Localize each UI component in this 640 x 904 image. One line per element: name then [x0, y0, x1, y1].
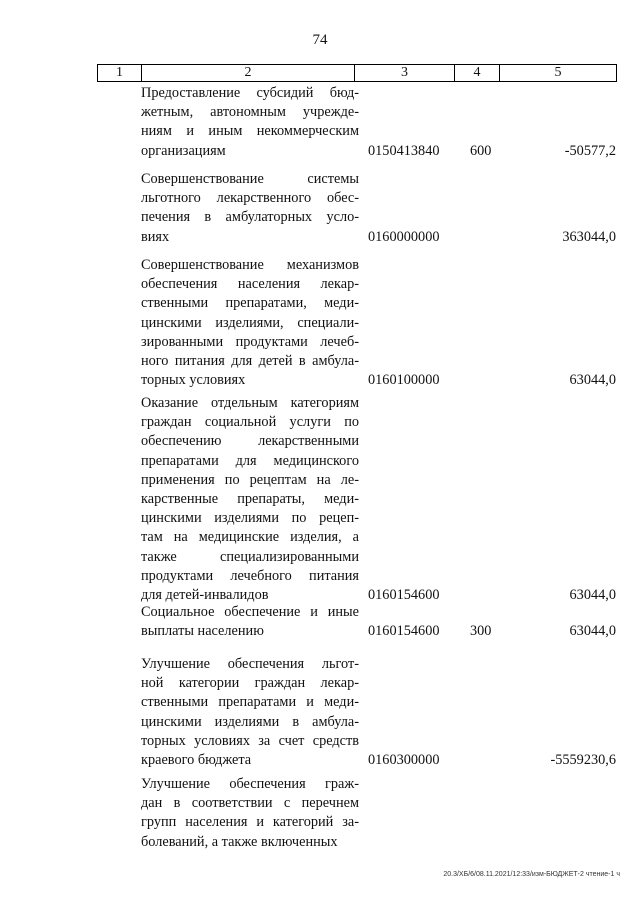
row-name-line: карственные препараты, меди- [141, 491, 359, 508]
row-name-line: Улучшение обеспечения граж- [141, 776, 359, 792]
row-name-line: препаратами для медицинского [141, 452, 359, 469]
row-group: 600 [470, 142, 492, 159]
row-name-line: Предоставление субсидий бюд- [141, 85, 359, 101]
row-name-line: цинскими изделиями, специали- [141, 314, 359, 331]
row-amount: 63044,0 [569, 623, 616, 640]
row-code: 0150413840 [368, 142, 440, 159]
table-header [97, 64, 617, 82]
row-name-line: применения по рецептам на ле- [141, 471, 359, 488]
row-code: 0160300000 [368, 752, 440, 768]
row-name-line: ного питания для детей в амбула- [141, 353, 359, 370]
row-name-line: выплаты населению [141, 623, 264, 640]
row-name-line: зированными продуктами лечеб- [141, 333, 359, 350]
row-name-line: ственными препаратами и меди- [141, 694, 359, 711]
row-name-line: болеваний, а также включенных [141, 833, 338, 850]
row-code: 0160154600 [368, 587, 440, 603]
row-amount: -5559230,6 [550, 752, 616, 768]
row-name-line: граждан социальной услуги по [141, 414, 359, 431]
row-name-line: краевого бюджета [141, 752, 252, 769]
row-amount: 363044,0 [562, 228, 616, 245]
row-amount: 63044,0 [569, 372, 616, 389]
row-name-line: льготного лекарственного обес- [141, 190, 359, 207]
row-name-line: также специализированными [141, 548, 359, 565]
header-col-2: 2 [142, 65, 355, 81]
row-name-line: организациям [141, 142, 226, 159]
row-name-line: торных условиях [141, 372, 246, 389]
row-name [141, 394, 359, 605]
row-name-line: виях [141, 228, 170, 245]
row-name-line: обеспечения населения лекар- [141, 276, 359, 293]
row-name-line: цинскими изделиями в амбула- [141, 713, 359, 730]
header-col-1: 1 [98, 65, 142, 81]
row-name [141, 84, 359, 161]
row-name-line: обеспечению лекарственными [141, 433, 359, 450]
row-name [141, 655, 359, 770]
row-name-line: ниям и иным некоммерческим [141, 123, 359, 140]
page-number: 74 [312, 32, 328, 48]
document-footer: 20.3/ХБ/6/08.11.2021/12:33/изм-БЮДЖЕТ-2 чтение-1 ч [443, 871, 620, 878]
row-name-line: печения в амбулаторных усло- [141, 209, 359, 226]
row-name-line: Социальное обеспечение и иные [141, 604, 359, 620]
row-amount: -50577,2 [564, 142, 616, 159]
row-name-line: торных условиях за счет средств [141, 732, 359, 749]
row-name-line: дан в соответствии с перечнем [141, 795, 359, 812]
row-code: 0160000000 [368, 228, 440, 245]
header-col-4: 4 [455, 65, 500, 81]
row-name-line: Оказание отдельным категориям [141, 395, 359, 411]
row-code: 0160100000 [368, 372, 440, 389]
row-name-line: ной категории граждан лекар- [141, 675, 359, 692]
header-col-5: 5 [554, 65, 562, 80]
row-name-line: там на медицинские изделия, а [141, 529, 359, 546]
row-name-line: ственными препаратами, меди- [141, 295, 359, 312]
row-name-line: для детей-инвалидов [141, 587, 269, 604]
row-group: 300 [470, 623, 492, 640]
row-code: 0160154600 [368, 623, 440, 640]
row-amount: 63044,0 [569, 587, 616, 603]
row-name-line: продуктами лечебного питания [141, 567, 359, 584]
row-name-line: цинскими изделиями по рецеп- [141, 510, 359, 527]
header-col-3: 3 [355, 65, 455, 81]
row-name [141, 603, 359, 641]
row-name [141, 775, 359, 852]
row-name [141, 256, 359, 390]
row-name [141, 170, 359, 247]
row-name-line: Совершенствование системы [141, 171, 359, 187]
row-name-line: Совершенствование механизмов [141, 257, 359, 273]
row-name-line: Улучшение обеспечения льгот- [141, 656, 359, 672]
row-name-line: групп населения и категорий за- [141, 814, 359, 831]
row-name-line: жетным, автономным учрежде- [141, 104, 359, 121]
